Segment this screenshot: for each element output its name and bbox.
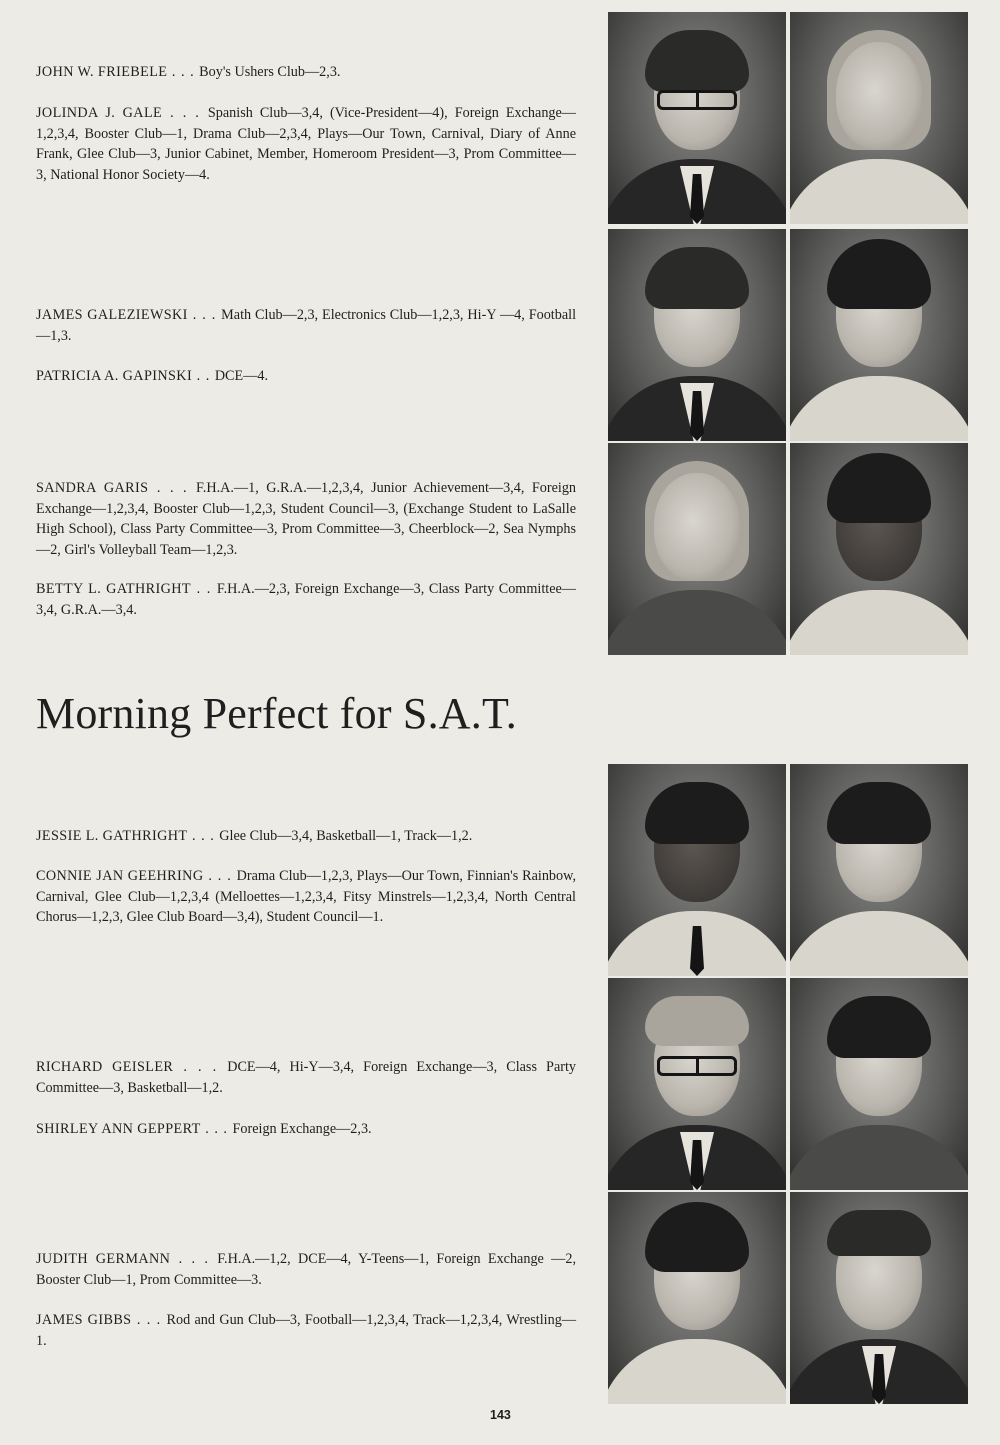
- portrait-photo: [790, 229, 968, 441]
- portrait-photo: [608, 229, 786, 441]
- entry-activities: Glee Club—3,4, Basketball—1, Track—1,2.: [219, 828, 473, 844]
- portrait-photo: [790, 12, 968, 224]
- glasses: [657, 1056, 737, 1076]
- portrait-photo: [790, 764, 968, 976]
- entry-activities: Rod and Gun Club—3, Football—1,2,3,4, Track—1,2,3,4, Wrestling—1.: [36, 1312, 577, 1349]
- entry-name: BETTY L. GATHRIGHT: [36, 581, 191, 597]
- entry-activities: F.H.A.—1,2, DCE—4, Y-Teens—1, Foreign Exchange —2, Booster Club—1, Prom Committee—3.: [36, 1251, 576, 1288]
- portrait-photo: [608, 978, 786, 1190]
- entry-betty-gathright: [36, 579, 576, 620]
- entry-patricia-gapinski: [36, 366, 576, 387]
- entry-john-friebele: [36, 62, 576, 83]
- entry-name: JOLINDA J. GALE: [36, 105, 163, 121]
- entry-activities: Foreign Exchange—2,3.: [232, 1121, 372, 1137]
- entry-name: JAMES GALEZIEWSKI: [36, 307, 188, 323]
- entry-activities: Math Club—2,3, Electronics Club—1,2,3, Hi-Y —4, Football—1,3.: [36, 307, 577, 344]
- entry-separator: . . .: [173, 1059, 228, 1075]
- entry-name: SHIRLEY ANN GEPPERT: [36, 1121, 201, 1137]
- entry-activities: Boy's Ushers Club—2,3.: [199, 64, 341, 80]
- entry-name: RICHARD GEISLER: [36, 1059, 174, 1075]
- entry-james-galeziewski: [36, 305, 576, 346]
- portrait-photo: [608, 443, 786, 655]
- entry-separator: . . .: [200, 1121, 233, 1137]
- entry-separator: . . .: [187, 828, 220, 844]
- entry-sandra-garis: [36, 478, 576, 560]
- entry-jolinda-gale: [36, 103, 576, 185]
- entry-separator: . . .: [203, 868, 237, 884]
- entry-connie-geehring: [36, 866, 576, 928]
- page-headline: Morning Perfect for S.A.T.: [36, 689, 517, 738]
- entry-activities: F.H.A.—1, G.R.A.—1,2,3,4, Junior Achievement—3,4, Foreign Exchange—1,2,3,4, Booster Club—1,2,3, Student Council—3, (Exchange Student to LaSalle High School), Class Party Committee—3, Prom Committee—3, Cheerblock—2, Sea Nymphs—2, Girl's Volleyball Team—1,2,3.: [36, 480, 577, 558]
- entry-separator: . .: [190, 581, 217, 597]
- entry-separator: . .: [192, 368, 215, 384]
- entry-separator: . . .: [170, 1251, 218, 1267]
- entry-activities: Spanish Club—3,4, (Vice-President—4), Foreign Exchange—1,2,3,4, Booster Club—1, Drama Club—2,3,4, Plays—Our Town, Carnival, Diary of Anne Frank, Glee Club—3, Junior Cabinet, Member, Homeroom President—3, Prom Committee—3, National Honor Society—4.: [36, 105, 576, 183]
- portrait-photo: [790, 443, 968, 655]
- entry-name: JESSIE L. GATHRIGHT: [36, 828, 188, 844]
- entry-name: JOHN W. FRIEBELE: [36, 64, 168, 80]
- portrait-photo: [790, 1192, 968, 1404]
- portrait-photo: [608, 1192, 786, 1404]
- entry-activities: DCE—4.: [214, 368, 269, 384]
- entry-separator: . . .: [187, 307, 222, 323]
- entry-name: SANDRA GARIS: [36, 480, 149, 496]
- entry-judith-germann: [36, 1249, 576, 1290]
- entry-name: JUDITH GERMANN: [36, 1251, 171, 1267]
- entry-name: JAMES GIBBS: [36, 1312, 132, 1328]
- entry-name: PATRICIA A. GAPINSKI: [36, 368, 193, 384]
- entry-richard-geisler: [36, 1057, 576, 1098]
- portrait-photo: [608, 764, 786, 976]
- entry-activities: F.H.A.—2,3, Foreign Exchange—3, Class Party Committee—3,4, G.R.A.—3,4.: [36, 581, 576, 618]
- entry-separator: . . .: [162, 105, 208, 121]
- entry-jessie-gathright: [36, 826, 576, 847]
- entry-separator: . . .: [131, 1312, 167, 1328]
- entry-separator: . . .: [148, 480, 197, 496]
- entry-name: CONNIE JAN GEEHRING: [36, 868, 204, 884]
- entry-james-gibbs: [36, 1310, 576, 1351]
- portrait-photo: [790, 978, 968, 1190]
- page-number: 143: [490, 1408, 511, 1422]
- entry-activities: Drama Club—1,2,3, Plays—Our Town, Finnian's Rainbow, Carnival, Glee Club—1,2,3,4 (Melloettes—1,2,3,4, Fitsy Minstrels—1,2,3,4, North Central Chorus—1,2,3, Glee Club Board—3,4), Student Council—1.: [36, 868, 576, 925]
- portrait-photo: [608, 12, 786, 224]
- entry-shirley-geppert: [36, 1119, 576, 1140]
- entry-separator: . . .: [167, 64, 200, 80]
- entry-activities: DCE—4, Hi-Y—3,4, Foreign Exchange—3, Class Party Committee—3, Basketball—1,2.: [36, 1059, 576, 1096]
- glasses: [657, 90, 737, 110]
